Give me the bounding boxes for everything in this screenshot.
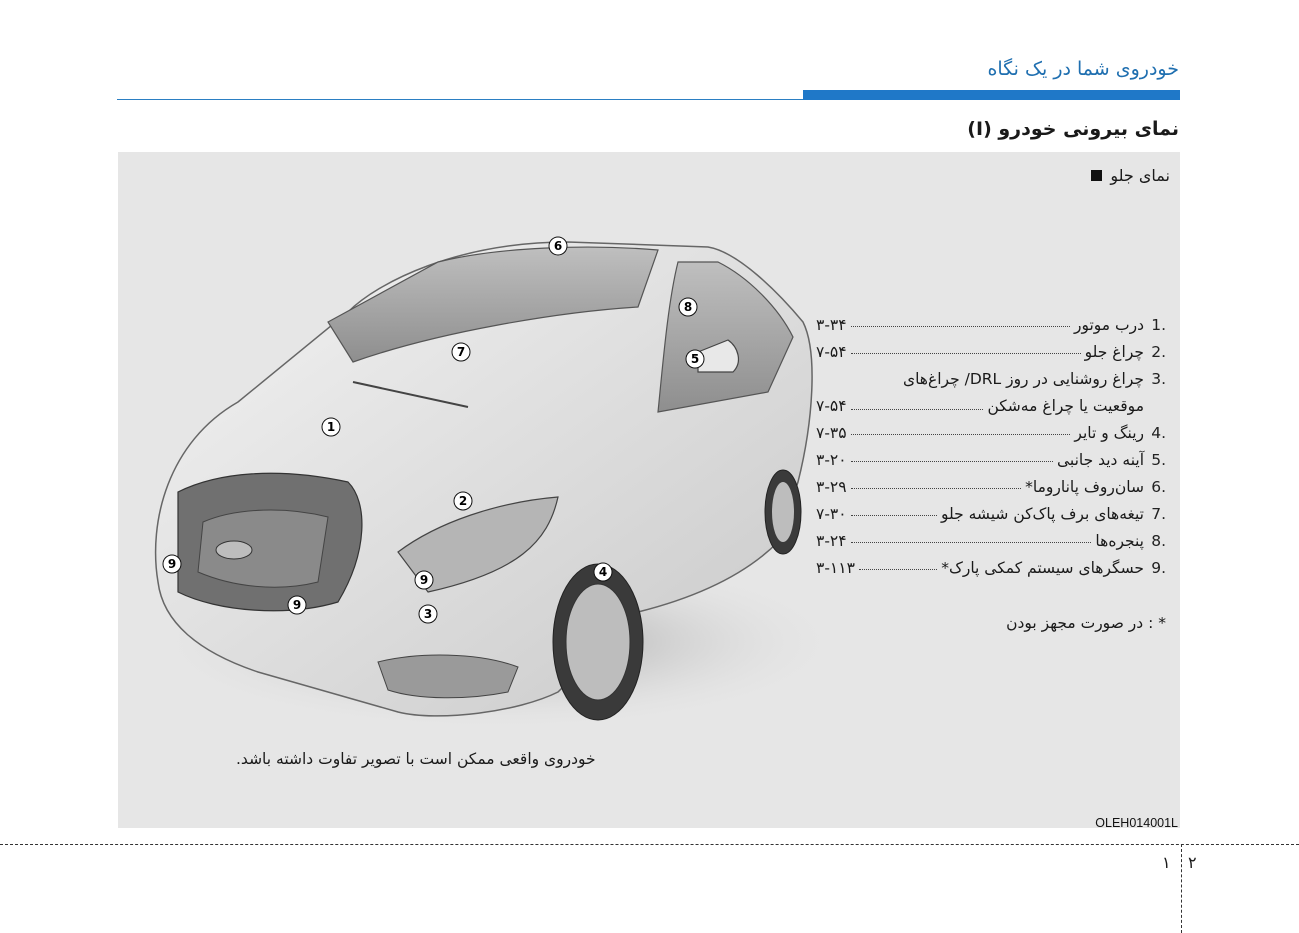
legend-page-ref: ۳-۱۱۳ [816,559,855,577]
legend-item [816,530,1166,557]
section-title: نمای بیرونی خودرو (I) [967,118,1179,140]
legend-number: 6. [1151,478,1166,496]
footer-vertical-divider [1181,844,1182,933]
callout-8 [679,298,697,316]
legend-number: 1. [1151,316,1166,334]
legend-label: چراغ روشنایی در روز DRL/ چراغ‌های [902,370,1144,388]
legend-label: آینه دید جانبی [1056,451,1144,469]
chapter-number: ۲ [1188,853,1197,872]
callout-4-label: 4 [598,565,608,579]
callout-1 [322,418,340,436]
legend-label: سان‌روف پاناروما* [1025,478,1144,496]
square-bullet-icon [1091,170,1102,181]
callout-1-label: 1 [326,420,336,434]
figure-subheading [1091,166,1170,185]
leader-dots [851,476,1022,489]
leader-dots [851,341,1081,354]
legend-item [816,368,1166,422]
legend-number: 7. [1151,505,1166,523]
legend-number: 2. [1151,343,1166,361]
legend-number: 4. [1151,424,1166,442]
legend-item [816,314,1166,341]
leader-dots [851,503,937,516]
callout-2 [454,492,472,510]
callout-4 [594,563,612,581]
callout-2-label: 2 [458,494,468,508]
callout-6 [549,237,567,255]
callout-3-label: 3 [423,607,433,621]
callout-6-label: 6 [553,239,563,253]
callout-9b-label: 9 [292,598,302,612]
callout-5 [686,350,704,368]
legend-number: 8. [1151,532,1166,550]
legend-item [816,449,1166,476]
callout-7 [452,343,470,361]
legend-item [816,341,1166,368]
callout-9a-label: 9 [167,557,177,571]
legend-label: پنجره‌ها [1095,532,1144,550]
legend-label: چراغ جلو [1084,343,1144,361]
legend-item [816,476,1166,503]
footnote: * : در صورت مجهز بودن [1006,614,1166,632]
legend-label: تیغه‌های برف پاک‌کن شیشه جلو [940,505,1144,523]
chapter-title: خودروی شما در یک نگاه [987,58,1179,80]
figure-caption: خودروی واقعی ممکن است با تصویر تفاوت داشته باشد. [236,750,596,768]
legend-item [816,422,1166,449]
legend-page-ref: ۳-۳۴ [816,316,847,334]
legend-page-ref: ۳-۲۰ [816,451,847,469]
callout-9c-label: 9 [419,573,429,587]
leader-dots [851,530,1092,543]
leader-dots [851,314,1070,327]
leader-dots [851,449,1053,462]
legend-page-ref: ۷-۳۵ [816,424,847,442]
image-code: OLEH014001L [1095,816,1178,830]
legend-page-ref: ۷-۳۰ [816,505,847,523]
legend-page-ref: ۳-۲۹ [816,478,847,496]
callout-8-label: 8 [683,300,693,314]
callout-3 [419,605,437,623]
leader-dots [851,422,1071,435]
page-number: ۱ [1162,853,1171,872]
legend-number: 3. [1151,370,1166,388]
subheading-text: نمای جلو [1110,166,1170,185]
figure-panel [118,152,1180,828]
callout-7-label: 7 [456,345,466,359]
callout-9b [288,596,306,614]
leader-dots [851,397,984,410]
legend-number: 9. [1151,559,1166,577]
legend-label: رینگ و تایر [1074,424,1144,442]
leader-dots [859,557,937,570]
header-accent-bar [803,90,1180,100]
legend-item [816,503,1166,530]
legend-label: حسگرهای سیستم کمکی پارک* [941,559,1144,577]
car-illustration [138,222,838,742]
legend-page-ref: ۷-۵۴ [816,397,847,415]
legend-page-ref: ۳-۲۴ [816,532,847,550]
legend-item [816,557,1166,584]
callout-9c [415,571,433,589]
legend-number: 5. [1151,451,1166,469]
callout-9a [163,555,181,573]
legend-page-ref: ۷-۵۴ [816,343,847,361]
legend-label-continued: موقعیت یا چراغ مه‌شکن [987,397,1144,415]
callout-5-label: 5 [690,352,700,366]
parts-legend [816,314,1166,584]
footer-divider [0,844,1299,845]
legend-label: درب موتور [1073,316,1144,334]
